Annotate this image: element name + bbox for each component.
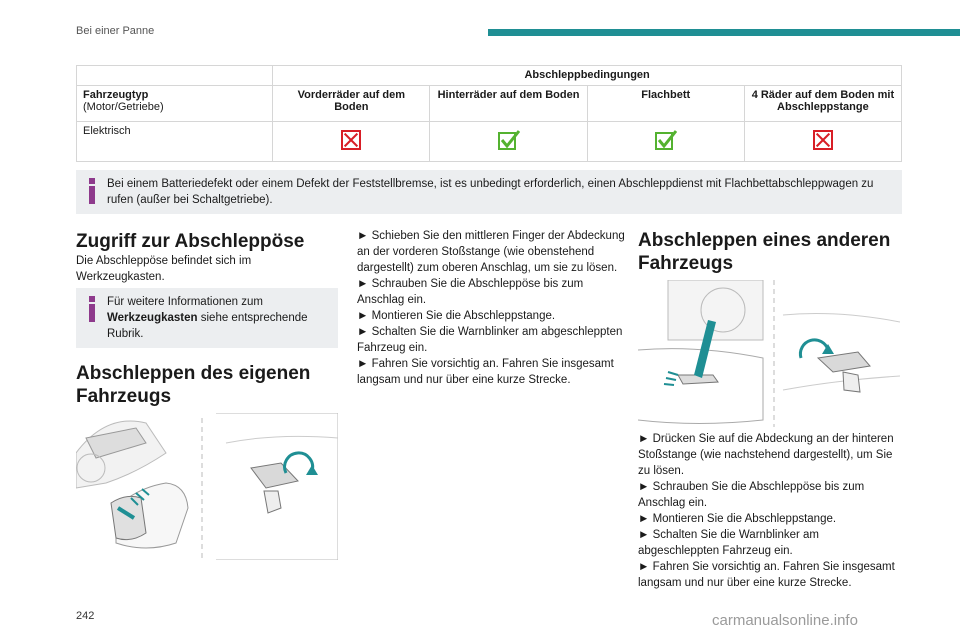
list-item: ► Schieben Sie den mittleren Finger der Abdeckung an der vorderen Stoßstange (wie obenstehend dargestellt) zum oberen Anschlag, um sie zu lösen. (357, 230, 625, 274)
section-label: Bei einer Panne (76, 25, 155, 37)
towing-conditions-table (76, 65, 902, 162)
info-icon (89, 296, 97, 322)
list-item: ► Schrauben Sie die Abschleppöse bis zum Anschlag ein. (357, 278, 584, 306)
access-text: Die Abschleppöse befindet sich im Werkzeugkasten. (76, 255, 252, 283)
other-towing-steps (638, 431, 902, 591)
toolbox-info-pre: Für weitere Informationen zum (107, 296, 263, 308)
column-header-front-wheels: Vorderräder auf dem Boden (273, 86, 430, 122)
rear-bumper-illustration (638, 280, 900, 427)
battery-notice-text: Bei einem Batteriedefekt oder einem Defekt der Feststellbremse, ist es unbedingt erforderlich, einen Abschleppdienst mit Flachbettabschleppwagen zu rufen (außer bei Schaltgetriebe). (107, 178, 874, 206)
list-item: ► Drücken Sie auf die Abdeckung an der hinteren Stoßstange (wie nachstehend dargestellt), um Sie zu lösen. (638, 433, 894, 477)
list-item: ► Montieren Sie die Abschleppstange. (357, 310, 556, 322)
table-corner-cell (77, 66, 273, 86)
list-item: ► Schrauben Sie die Abschleppöse bis zum Anschlag ein. (638, 481, 865, 509)
own-towing-steps (357, 228, 632, 388)
page-number: 242 (76, 610, 95, 622)
list-item: ► Fahren Sie vorsichtig an. Fahren Sie insgesamt langsam und nur über eine kurze Strecke. (638, 561, 895, 589)
other-towing-title: Abschleppen eines anderen Fahrzeugs (638, 230, 891, 274)
header-accent-bar (488, 29, 960, 36)
access-title: Zugriff zur Abschleppöse (76, 231, 305, 252)
table-row (77, 122, 902, 162)
check-icon (655, 129, 677, 151)
cell-tow-bar (744, 122, 901, 162)
info-icon (89, 178, 97, 204)
table-group-header: Abschleppbedingungen (273, 66, 902, 86)
column-header-rear-wheels: Hinterräder auf dem Boden (430, 86, 587, 122)
battery-notice (76, 170, 902, 214)
cross-icon (341, 130, 361, 150)
column-header-tow-bar: 4 Räder auf dem Boden mit Abschleppstange (744, 86, 901, 122)
own-towing-title: Abschleppen des eigenen Fahrzeugs (76, 363, 311, 407)
check-icon (498, 129, 520, 151)
toolbox-info-post: siehe entsprechende Rubrik. (107, 312, 308, 340)
cell-front-wheels (273, 122, 430, 162)
cross-icon (813, 130, 833, 150)
front-bumper-illustration (76, 413, 338, 560)
cell-flatbed (587, 122, 744, 162)
watermark: carmanualsonline.info (712, 612, 858, 629)
toolbox-info (76, 288, 338, 348)
vehicle-type-label: Fahrzeugtyp (83, 89, 149, 101)
list-item: ► Montieren Sie die Abschleppstange. (638, 513, 837, 525)
cell-rear-wheels (430, 122, 587, 162)
list-item: ► Schalten Sie die Warnblinker am abgeschleppten Fahrzeug ein. (357, 326, 623, 354)
toolbox-info-bold: Werkzeugkasten (107, 312, 198, 324)
list-item: ► Schalten Sie die Warnblinker am abgeschleppten Fahrzeug ein. (638, 529, 819, 557)
row-label-electric: Elektrisch (77, 122, 273, 162)
vehicle-type-sub: (Motor/Getriebe) (83, 101, 164, 113)
list-item: ► Fahren Sie vorsichtig an. Fahren Sie insgesamt langsam und nur über eine kurze Strecke. (357, 358, 614, 386)
table-row-header (77, 86, 273, 122)
column-header-flatbed: Flachbett (587, 86, 744, 122)
